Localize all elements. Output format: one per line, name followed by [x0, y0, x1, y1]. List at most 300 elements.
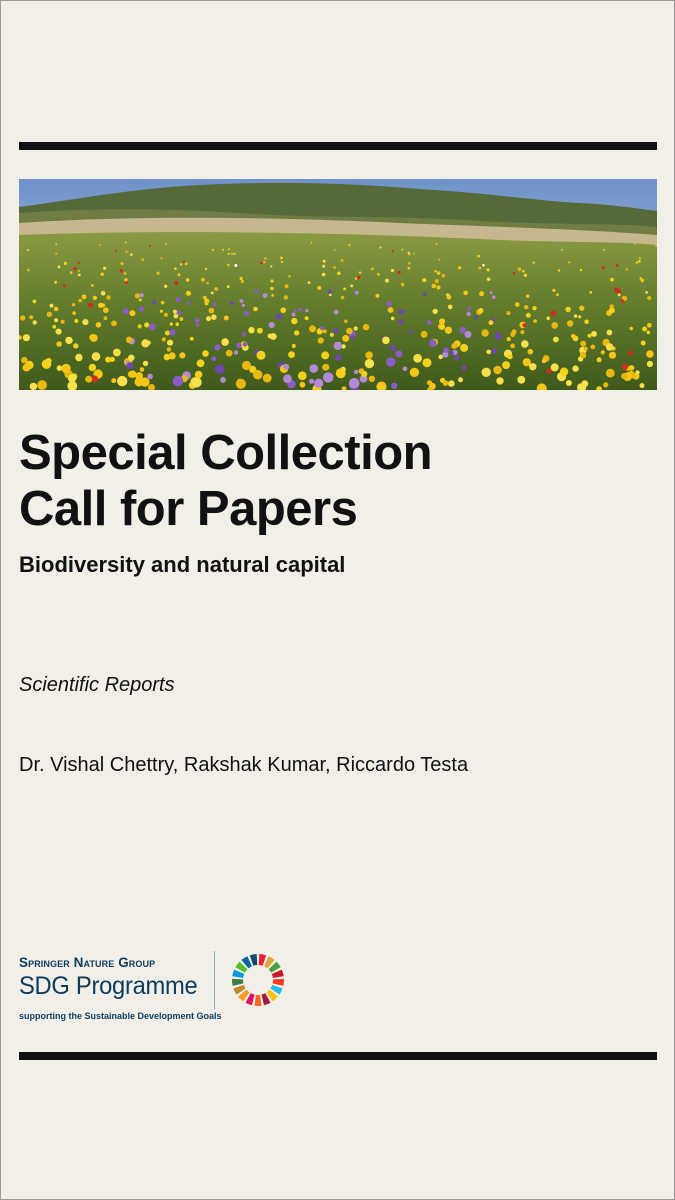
flower-speckle	[435, 279, 439, 283]
flower-speckle	[224, 316, 229, 321]
flower-speckle	[140, 367, 145, 372]
flower-speckle	[533, 319, 537, 323]
flower-speckle	[91, 284, 94, 287]
flower-speckle	[167, 347, 172, 352]
flower-speckle	[231, 253, 233, 255]
flower-speckle	[164, 285, 167, 288]
flower-speckle	[236, 343, 242, 349]
flower-speckle	[341, 259, 344, 262]
flower-speckle	[436, 243, 438, 245]
flower-speckle	[317, 286, 321, 290]
flower-speckle	[234, 264, 237, 267]
flower-speckle	[439, 324, 445, 330]
flower-speckle	[524, 305, 528, 309]
flower-speckle	[55, 244, 57, 246]
flower-speckle	[243, 342, 248, 347]
flower-speckle	[288, 351, 295, 358]
flower-speckle	[183, 261, 185, 263]
flower-speckle	[257, 351, 266, 360]
flower-speckle	[403, 367, 408, 372]
flower-speckle	[138, 324, 142, 328]
flower-speckle	[462, 365, 467, 370]
page-title	[19, 425, 639, 537]
flower-speckle	[161, 301, 164, 304]
flower-speckle	[190, 337, 194, 341]
flower-speckle	[413, 253, 415, 255]
flower-speckle	[20, 315, 25, 320]
flower-speckle	[179, 352, 185, 358]
flower-speckle	[280, 257, 283, 260]
flower-speckle	[50, 304, 54, 308]
flower-speckle	[195, 318, 200, 323]
flower-speckle	[621, 299, 625, 303]
flower-speckle	[365, 351, 373, 359]
flower-speckle	[512, 330, 517, 335]
flower-speckle	[285, 284, 289, 288]
title-line-2: Call for Papers	[19, 482, 358, 536]
flower-speckle	[33, 320, 37, 324]
flower-speckle	[236, 379, 246, 389]
flower-speckle	[334, 249, 336, 251]
flower-speckle	[140, 293, 144, 297]
flower-speckle	[636, 261, 638, 263]
flower-speckle	[566, 380, 572, 386]
flower-speckle	[270, 265, 272, 267]
flower-speckle	[454, 355, 459, 360]
guest-editors: Dr. Vishal Chettry, Rakshak Kumar, Riccardo Testa	[19, 754, 469, 776]
flower-speckle	[517, 376, 525, 384]
flower-speckle	[152, 301, 156, 305]
flower-speckle	[634, 243, 636, 245]
flower-speckle	[408, 252, 410, 254]
flower-speckle	[609, 352, 616, 359]
flower-speckle	[463, 291, 468, 296]
flower-speckle	[65, 337, 72, 344]
title-line-1: Special Collection	[19, 426, 433, 480]
flower-speckle	[429, 339, 437, 347]
flower-speckle	[215, 364, 225, 374]
flower-speckle	[214, 344, 220, 350]
flower-speckle	[357, 276, 360, 279]
flower-speckle	[333, 328, 339, 334]
flower-speckle	[270, 333, 277, 340]
flower-speckle	[474, 315, 478, 319]
sdg-wheel-segment	[255, 995, 262, 1006]
sdg-wheel-segment	[273, 979, 284, 986]
flower-speckle	[521, 340, 529, 348]
flower-speckle	[361, 371, 367, 377]
flower-speckle	[398, 319, 403, 324]
flower-speckle	[641, 279, 645, 283]
flower-speckle	[23, 334, 30, 341]
flower-speckle	[482, 368, 491, 377]
flower-speckle	[240, 299, 244, 303]
flower-speckle	[385, 279, 389, 283]
sdg-wheel-segment	[232, 979, 243, 986]
flower-speckle	[209, 308, 215, 314]
flower-speckle	[139, 298, 142, 301]
flower-speckle	[491, 348, 497, 354]
flower-speckle	[522, 270, 525, 273]
flower-speckle	[487, 278, 490, 281]
flower-speckle	[46, 358, 52, 364]
flower-speckle	[550, 310, 556, 316]
flower-speckle	[57, 365, 63, 371]
flower-speckle	[78, 270, 80, 272]
flower-speckle	[392, 250, 394, 252]
flower-speckle	[239, 277, 242, 280]
flower-speckle	[170, 322, 173, 325]
flower-speckle	[292, 313, 296, 317]
flower-speckle	[336, 368, 346, 378]
flower-speckle	[206, 282, 209, 285]
flower-speckle	[421, 331, 428, 338]
flower-speckle	[466, 312, 470, 316]
flower-speckle	[436, 285, 440, 289]
flower-speckle	[507, 337, 511, 341]
flower-speckle	[375, 294, 379, 298]
flower-speckle	[167, 340, 173, 346]
flower-speckle	[220, 377, 226, 383]
flower-speckle	[597, 357, 602, 362]
flower-speckle	[523, 323, 527, 327]
flower-speckle	[120, 269, 123, 272]
flower-speckle	[477, 255, 480, 258]
logo-divider	[214, 951, 215, 1009]
flower-speckle	[141, 258, 144, 261]
flower-speckle	[628, 351, 633, 356]
flower-speckle	[314, 379, 323, 388]
flower-speckle	[397, 271, 400, 274]
flower-speckle	[144, 322, 149, 327]
collection-subtitle: Biodiversity and natural capital	[19, 552, 346, 577]
flower-speckle	[584, 320, 589, 325]
flower-speckle	[323, 329, 327, 333]
flower-speckle	[180, 263, 182, 265]
flower-speckle	[214, 287, 218, 291]
flower-speckle	[445, 327, 452, 334]
flower-speckle	[574, 314, 577, 317]
flower-speckle	[460, 344, 468, 352]
flower-speckle	[234, 253, 236, 255]
flower-speckle	[492, 295, 496, 299]
flower-speckle	[174, 281, 178, 285]
flower-speckle	[165, 331, 170, 336]
flower-speckle	[242, 332, 246, 336]
flower-speckle	[556, 293, 559, 296]
publisher-name: Springer Nature Group	[19, 955, 156, 970]
flower-speckle	[241, 280, 244, 283]
flower-speckle	[590, 345, 595, 350]
flower-speckle	[408, 262, 411, 265]
flower-speckle	[354, 370, 358, 374]
flower-speckle	[565, 307, 571, 313]
flower-speckle	[341, 344, 345, 348]
flower-speckle	[211, 356, 216, 361]
flower-speckle	[228, 253, 230, 255]
flower-speckle	[479, 291, 484, 296]
flower-speckle	[318, 337, 324, 343]
flower-speckle	[54, 307, 59, 312]
flower-speckle	[458, 377, 463, 382]
flower-speckle	[451, 343, 457, 349]
flower-speckle	[186, 278, 190, 282]
flower-speckle	[61, 320, 65, 324]
flower-speckle	[227, 285, 230, 288]
flower-speckle	[640, 383, 645, 388]
flower-speckle	[355, 291, 359, 295]
flower-speckle	[602, 266, 605, 269]
flower-speckle	[23, 364, 31, 372]
flower-speckle	[27, 249, 29, 251]
flower-speckle	[293, 309, 296, 312]
top-rule	[19, 142, 657, 150]
sdg-wheel-segment	[250, 954, 257, 966]
flower-speckle	[211, 314, 217, 320]
flower-speckle	[523, 358, 531, 366]
flower-speckle	[520, 330, 524, 334]
flower-speckle	[149, 323, 156, 330]
flower-speckle	[546, 368, 551, 373]
flower-speckle	[37, 380, 47, 390]
flower-speckle	[298, 371, 307, 380]
flower-speckle	[61, 364, 70, 373]
flower-speckle	[342, 335, 349, 342]
flower-speckle	[481, 329, 488, 336]
flower-speckle	[197, 359, 205, 367]
flower-speckle	[386, 301, 391, 306]
flower-speckle	[283, 374, 292, 383]
flower-speckle	[395, 351, 402, 358]
flower-speckle	[242, 304, 245, 307]
flower-speckle	[369, 376, 375, 382]
flower-speckle	[337, 272, 341, 276]
flower-speckle	[29, 315, 33, 319]
flower-speckle	[606, 369, 615, 378]
flower-speckle	[580, 352, 586, 358]
flower-speckle	[185, 263, 188, 266]
flower-speckle	[365, 359, 374, 368]
flower-speckle	[486, 268, 489, 271]
flower-speckle	[227, 264, 230, 267]
flower-speckle	[106, 295, 110, 299]
flower-speckle	[647, 296, 651, 300]
flower-speckle	[169, 329, 175, 335]
flower-speckle	[413, 354, 422, 363]
flower-speckle	[629, 327, 633, 331]
flower-speckle	[212, 249, 214, 251]
flower-speckle	[580, 269, 582, 271]
flower-speckle	[104, 316, 108, 320]
flower-speckle	[308, 281, 311, 284]
flower-speckle	[201, 278, 205, 282]
flower-speckle	[191, 377, 202, 388]
flower-speckle	[443, 347, 448, 352]
flower-speckle	[524, 274, 527, 277]
flower-speckle	[363, 324, 369, 330]
flower-speckle	[442, 274, 446, 278]
flower-speckle	[70, 271, 73, 274]
flower-speckle	[409, 330, 413, 334]
flower-speckle	[271, 294, 274, 297]
flower-speckle	[187, 301, 190, 304]
flower-speckle	[305, 316, 309, 320]
flower-speckle	[423, 358, 432, 367]
flower-speckle	[513, 272, 516, 275]
flower-speckle	[641, 341, 646, 346]
flower-speckle	[371, 267, 374, 270]
flower-speckle	[175, 322, 179, 326]
flower-speckle	[433, 309, 438, 314]
flower-speckle	[431, 284, 436, 289]
flower-speckle	[135, 293, 140, 298]
flower-speckle	[126, 251, 128, 253]
flower-speckle	[320, 326, 324, 330]
flower-speckle	[380, 247, 382, 249]
flower-speckle	[642, 327, 647, 332]
flower-speckle	[128, 355, 134, 361]
sdg-programme-logo	[19, 951, 319, 1027]
flower-speckle	[328, 289, 333, 294]
flower-speckle	[211, 292, 214, 295]
flower-speckle	[561, 249, 563, 251]
flower-speckle	[334, 342, 342, 350]
wildflower-meadow-image	[19, 179, 657, 390]
flower-speckle	[269, 322, 275, 328]
flower-speckle	[478, 308, 483, 313]
flower-speckle	[124, 278, 127, 281]
flower-speckle	[294, 330, 299, 335]
flower-speckle	[130, 253, 133, 256]
flower-speckle	[263, 374, 272, 383]
flower-speckle	[202, 350, 209, 357]
flower-speckle	[52, 325, 56, 329]
flower-speckle	[447, 295, 452, 300]
flower-speckle	[309, 379, 314, 384]
flower-speckle	[270, 279, 273, 282]
flower-speckle	[149, 245, 151, 247]
flower-speckle	[448, 380, 455, 387]
flower-speckle	[349, 378, 360, 389]
flower-speckle	[322, 364, 329, 371]
flower-speckle	[507, 354, 512, 359]
flower-speckle	[72, 311, 76, 315]
flower-speckle	[74, 319, 78, 323]
flower-speckle	[488, 320, 493, 325]
flower-speckle	[89, 364, 96, 371]
flower-speckle	[528, 349, 534, 355]
flower-speckle	[309, 364, 318, 373]
flower-speckle	[423, 292, 427, 296]
bottom-rule	[19, 1052, 657, 1060]
flower-speckle	[355, 277, 357, 279]
flower-speckle	[125, 242, 127, 244]
flower-speckle	[610, 278, 614, 282]
flower-speckle	[572, 365, 578, 371]
flower-speckle	[533, 262, 535, 264]
flower-speckle	[391, 317, 395, 321]
flower-speckle	[578, 315, 581, 318]
flower-speckle	[601, 350, 605, 354]
flower-speckle	[126, 337, 132, 343]
flower-speckle	[589, 291, 592, 294]
flower-speckle	[242, 361, 251, 370]
flower-speckle	[291, 318, 297, 324]
flower-speckle	[391, 269, 394, 272]
flower-speckle	[354, 326, 358, 330]
flower-speckle	[460, 327, 466, 333]
flower-speckle	[579, 306, 584, 311]
flower-speckle	[552, 289, 555, 292]
flower-speckle	[502, 361, 510, 369]
flower-speckle	[467, 307, 471, 311]
flower-speckle	[169, 352, 176, 359]
flower-speckle	[78, 274, 81, 277]
flower-speckle	[123, 308, 129, 314]
flower-speckle	[176, 297, 181, 302]
flower-speckle	[178, 273, 181, 276]
flower-speckle	[330, 333, 334, 337]
flower-speckle	[56, 329, 62, 335]
sdg-wheel-segment	[259, 954, 266, 966]
flower-speckle	[180, 317, 184, 321]
flower-speckle	[398, 309, 404, 315]
flower-speckle	[253, 370, 263, 380]
flower-speckle	[603, 382, 608, 387]
flower-speckle	[228, 248, 230, 250]
flower-speckle	[607, 330, 613, 336]
flower-speckle	[85, 376, 92, 383]
flower-speckle	[196, 323, 200, 327]
flower-speckle	[135, 372, 143, 380]
flower-speckle	[408, 267, 411, 270]
flower-speckle	[542, 359, 546, 363]
flower-speckle	[257, 328, 263, 334]
flower-speckle	[206, 316, 211, 321]
flower-speckle	[410, 368, 419, 377]
flower-speckle	[248, 327, 254, 333]
flower-speckle	[322, 265, 325, 268]
flower-speckle	[160, 257, 162, 259]
flower-speckle	[103, 307, 109, 313]
flower-speckle	[438, 259, 440, 261]
flower-speckle	[490, 291, 493, 294]
flower-speckle	[284, 295, 288, 299]
flower-speckle	[487, 350, 492, 355]
flower-speckle	[495, 332, 502, 339]
flower-speckle	[344, 320, 348, 324]
flower-speckle	[205, 268, 207, 270]
flower-speckle	[458, 266, 461, 269]
flower-speckle	[606, 343, 613, 350]
flower-speckle	[234, 350, 238, 354]
flower-speckle	[226, 350, 233, 357]
flower-speckle	[82, 294, 87, 299]
flower-speckle	[377, 273, 380, 276]
flower-speckle	[321, 351, 329, 359]
flower-speckle	[300, 382, 306, 388]
flower-speckle	[443, 380, 449, 386]
flower-speckle	[129, 371, 136, 378]
flower-speckle	[386, 357, 395, 366]
flower-speckle	[571, 334, 576, 339]
flower-speckle	[78, 262, 80, 264]
flower-speckle	[646, 350, 653, 357]
flower-speckle	[54, 318, 58, 322]
flower-speckle	[82, 319, 88, 325]
flower-speckle	[63, 284, 66, 287]
flower-speckle	[64, 262, 67, 265]
